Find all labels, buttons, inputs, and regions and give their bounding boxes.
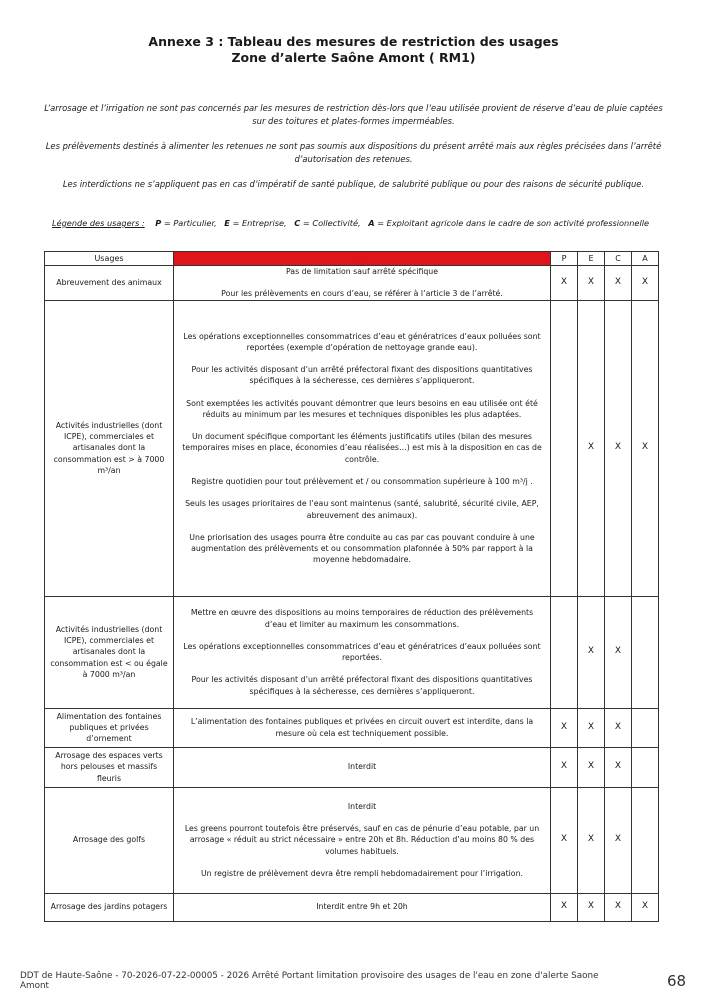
measure-paragraph: Un registre de prélèvement devra être rempli hebdomadairement pour l’irrigation. [200,869,524,879]
measure-paragraph: Pour les activités disposant d’un arrêté préfectoral fixant des dispositions quantitatives spécifiques à la sécheresse, ces dernières s’appliqueront. [191,675,533,696]
measure-paragraph: Seuls les usages prioritaires de l’eau sont maintenus (santé, salubrité, sécurité civile, AEP, abreuvement des animaux). [185,499,539,520]
crise-measure-cell [174,747,551,787]
measure-paragraph: Les greens pourront toutefois être préservés, sauf en cas de pénurie d’eau potable, par un arrosage « réduit au strict nécessaire » entre 20h et 8h. Réduction d’au moins 80 % des volumes habituels. [184,824,540,856]
table-row [45,266,659,301]
table-row [45,893,659,921]
table-row [45,596,659,708]
measure-paragraph: Interdit [347,801,377,811]
measure-paragraph: Les opérations exceptionnelles consommatrices d’eau et génératrices d’eaux polluées sont reportées. [183,641,541,663]
measure-paragraph: Les opérations exceptionnelles consommatrices d’eau et génératrices d’eaux polluées sont reportées (exemple d’opération de nettoyage grande eau). [183,331,541,352]
legend-item: E = Entreprise, [224,218,287,228]
restriction-table [44,251,659,922]
table-row [45,708,659,747]
footer-text: DDT de Haute-Saône - 70-2026-07-22-00005 - 2026 Arrêté Portant limitation provisoire des usages de l'eau en zone d'alerte Saone Amont [20,971,599,991]
legend-title: Légende des usagers : [52,218,145,228]
user-a-mark [632,787,659,893]
user-e-mark: X [578,747,605,787]
user-a-mark [632,747,659,787]
header-p: P [551,252,578,266]
usage-cell: Arrosage des golfs [45,787,174,893]
usage-cell: Alimentation des fontaines publiques et privées d’ornement [45,708,174,747]
crise-measure-cell [174,596,551,708]
user-c-mark: X [605,893,632,921]
user-c-mark: X [605,596,632,708]
legend-item: P = Particulier, [155,218,217,228]
user-e-mark: X [578,708,605,747]
measure-paragraph: Pour les activités disposant d’un arrêté préfectoral fixant des dispositions quantitatives spécifiques à la sécheresse, ces dernières s’appliqueront. [191,365,533,386]
legend-item: A = Exploitant agricole dans le cadre de son activité professionnelle [368,218,650,228]
measure-paragraph: Un document spécifique comportant les éléments justificatifs utiles (bilan des mesures temporaires mises en place, économies d’eau réalisées…) est mis à la disposition en cas de contrôle. [182,432,542,464]
crise-measure-cell [174,787,551,893]
page-number: 68 [667,972,687,990]
table-row [45,747,659,787]
measure-paragraph: Pour les prélèvements en cours d’eau, se référer à l’article 3 de l’arrêté. [221,289,503,299]
usage-cell: Abreuvement des animaux [45,266,174,301]
user-c-mark: X [605,747,632,787]
usage-cell: Arrosage des espaces verts hors pelouses et massifs fleuris [45,747,174,787]
crise-measure-cell [174,266,551,301]
legend [52,217,692,229]
crise-measure-cell [174,300,551,596]
user-c-mark: X [605,787,632,893]
measure-paragraph: Pas de limitation sauf arrêté spécifique [285,267,439,276]
measure-paragraph: L’alimentation des fontaines publiques et privées en circuit ouvert est interdite, dans la mesure où cela est techniquement possible. [190,717,534,738]
page-title: Annexe 3 : Tableau des mesures de restriction des usages [148,34,559,49]
user-c-mark: X [605,300,632,596]
header-crise: Crise [174,252,551,266]
user-e-mark: X [578,300,605,596]
intro-paragraph: Les interdictions ne s’appliquent pas en cas d’impératif de santé publique, de salubrité publique ou pour des raisons de sécurité publique. [62,179,645,189]
user-e-mark: X [578,266,605,301]
user-p-mark: X [551,747,578,787]
measure-paragraph: Interdit entre 9h et 20h [316,902,408,912]
user-a-mark: X [632,266,659,301]
header-e: E [578,252,605,266]
user-e-mark: X [578,893,605,921]
header-a: A [632,252,659,266]
crise-measure-cell [174,893,551,921]
table-row [45,300,659,596]
user-e-mark: X [578,787,605,893]
user-p-mark: X [551,893,578,921]
user-p-mark [551,596,578,708]
table-row [45,787,659,893]
user-e-mark: X [578,596,605,708]
user-a-mark: X [632,300,659,596]
measure-paragraph: Registre quotidien pour tout prélèvement et / ou consommation supérieure à 100 m³/j . [191,477,533,487]
crise-measure-cell [174,708,551,747]
measure-paragraph: Mettre en œuvre des dispositions au moins temporaires de réduction des prélèvements d’eau et limiter au maximum les consommations. [190,608,534,629]
user-c-mark: X [605,708,632,747]
measure-paragraph: Une priorisation des usages pourra être conduite au cas par cas pouvant conduire à une augmentation des prélèvements et ou consommation plafonnée à 50% par rapport à la moyenne hebdomadaire. [189,533,535,565]
user-a-mark [632,708,659,747]
user-c-mark: X [605,266,632,301]
page-subtitle: Zone d’alerte Saône Amont ( RM1) [231,50,476,65]
measure-paragraph: Sont exemptées les activités pouvant démontrer que leurs besoins en eau utilisée ont été réduits au minimum par les mesures et techniques disponibles les plus adaptées. [186,398,538,419]
table-header-row [45,252,659,266]
usage-cell: Activités industrielles (dont ICPE), commerciales et artisanales dont la consommation est > à 7000 m³/an [45,300,174,596]
user-a-mark [632,596,659,708]
user-p-mark: X [551,266,578,301]
user-p-mark: X [551,708,578,747]
table-body [45,266,659,922]
header-usages: Usages [45,252,174,266]
user-p-mark: X [551,787,578,893]
legend-item: C = Collectivité, [294,218,361,228]
usage-cell: Activités industrielles (dont ICPE), commerciales et artisanales dont la consommation est < ou égale à 7000 m³/an [45,596,174,708]
measure-paragraph: Interdit [347,762,377,772]
header-c: C [605,252,632,266]
intro-paragraph: Les prélèvements destinés à alimenter les retenues ne sont pas soumis aux dispositions du présent arrêté mais aux règles précisées dans l’arrêté d’autorisation des retenues. [45,141,662,164]
usage-cell: Arrosage des jardins potagers [45,893,174,921]
user-p-mark [551,300,578,596]
intro-paragraph: L’arrosage et l’irrigation ne sont pas concernés par les mesures de restriction dès-lors que l’eau utilisée provient de réserve d’eau de pluie captées sur des toitures et plates-formes imperméables. [44,103,663,126]
user-a-mark: X [632,893,659,921]
